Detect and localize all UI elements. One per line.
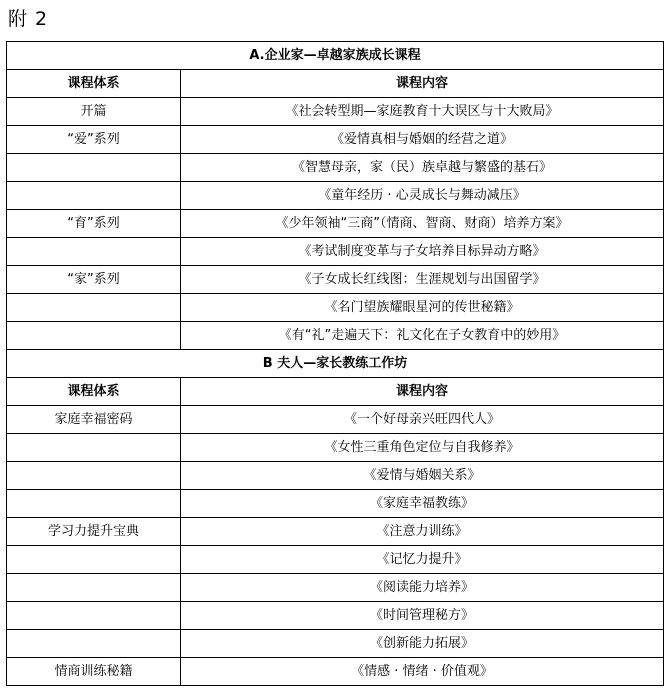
table-row: [7, 518, 664, 546]
course-content-cell: 《一个好母亲兴旺四代人》: [181, 406, 664, 434]
table-row: [7, 266, 664, 294]
course-system-cell: [7, 574, 181, 602]
course-content-cell: 《注意力训练》: [181, 518, 664, 546]
table-row: [7, 490, 664, 518]
course-system-cell: 家庭幸福密码: [7, 406, 181, 434]
table-row: [7, 630, 664, 658]
course-system-cell: [7, 630, 181, 658]
course-system-cell: [7, 434, 181, 462]
table-row: [7, 154, 664, 182]
table-row: [7, 294, 664, 322]
course-system-cell: [7, 182, 181, 210]
table-row: [7, 602, 664, 630]
table-row: [7, 658, 664, 686]
course-system-cell: “爱”系列: [7, 126, 181, 154]
course-content-cell: 《女性三重角色定位与自我修养》: [181, 434, 664, 462]
table-row: [7, 462, 664, 490]
page-label: 附 2: [8, 8, 49, 30]
course-content-cell: 《记忆力提升》: [181, 546, 664, 574]
course-content-cell: 《爱情真相与婚姻的经营之道》: [181, 126, 664, 154]
course-content-cell: 《创新能力拓展》: [181, 630, 664, 658]
course-content-cell: 《家庭幸福教练》: [181, 490, 664, 518]
course-content-cell: 《名门望族耀眼星河的传世秘籍》: [181, 294, 664, 322]
course-system-cell: [7, 546, 181, 574]
table-row: [7, 406, 664, 434]
section-b-title-row: [7, 350, 664, 378]
course-system-cell: 学习力提升宝典: [7, 518, 181, 546]
course-content-cell: 《有“礼”走遍天下：礼文化在子女教育中的妙用》: [181, 322, 664, 350]
course-system-cell: [7, 602, 181, 630]
table-row: [7, 322, 664, 350]
section-b-header-row: [7, 378, 664, 406]
course-system-cell: [7, 462, 181, 490]
table-row: [7, 182, 664, 210]
table-row: [7, 98, 664, 126]
section-b-col-content: 课程内容: [181, 378, 664, 406]
course-system-cell: [7, 322, 181, 350]
course-system-cell: [7, 154, 181, 182]
course-system-cell: [7, 490, 181, 518]
section-a-col-system: 课程体系: [7, 70, 181, 98]
section-a-title-row: [7, 42, 664, 70]
course-system-cell: [7, 238, 181, 266]
table-row: [7, 238, 664, 266]
table-row: [7, 434, 664, 462]
course-system-cell: “育”系列: [7, 210, 181, 238]
table-row: [7, 126, 664, 154]
course-content-cell: 《少年领袖“三商”（情商、智商、财商）培养方案》: [181, 210, 664, 238]
table-row: [7, 574, 664, 602]
course-system-cell: “家”系列: [7, 266, 181, 294]
course-content-cell: 《爱情与婚姻关系》: [181, 462, 664, 490]
course-table: [6, 41, 664, 686]
section-b-title: B 夫人—家长教练工作坊: [7, 350, 664, 378]
course-content-cell: 《社会转型期—家庭教育十大误区与十大败局》: [181, 98, 664, 126]
section-a-title: A.企业家—卓越家族成长课程: [7, 42, 664, 70]
course-system-cell: 开篇: [7, 98, 181, 126]
course-content-cell: 《阅读能力培养》: [181, 574, 664, 602]
table-row: [7, 546, 664, 574]
course-content-cell: 《考试制度变革与子女培养目标异动方略》: [181, 238, 664, 266]
table-row: [7, 210, 664, 238]
course-content-cell: 《情感 · 情绪 · 价值观》: [181, 658, 664, 686]
course-content-cell: 《时间管理秘方》: [181, 602, 664, 630]
course-system-cell: [7, 294, 181, 322]
course-content-cell: 《童年经历 · 心灵成长与舞动减压》: [181, 182, 664, 210]
course-content-cell: 《子女成长红线图：生涯规划与出国留学》: [181, 266, 664, 294]
course-system-cell: 情商训练秘籍: [7, 658, 181, 686]
course-content-cell: 《智慧母亲，家（民）族卓越与繁盛的基石》: [181, 154, 664, 182]
section-a-header-row: [7, 70, 664, 98]
section-a-col-content: 课程内容: [181, 70, 664, 98]
section-b-col-system: 课程体系: [7, 378, 181, 406]
